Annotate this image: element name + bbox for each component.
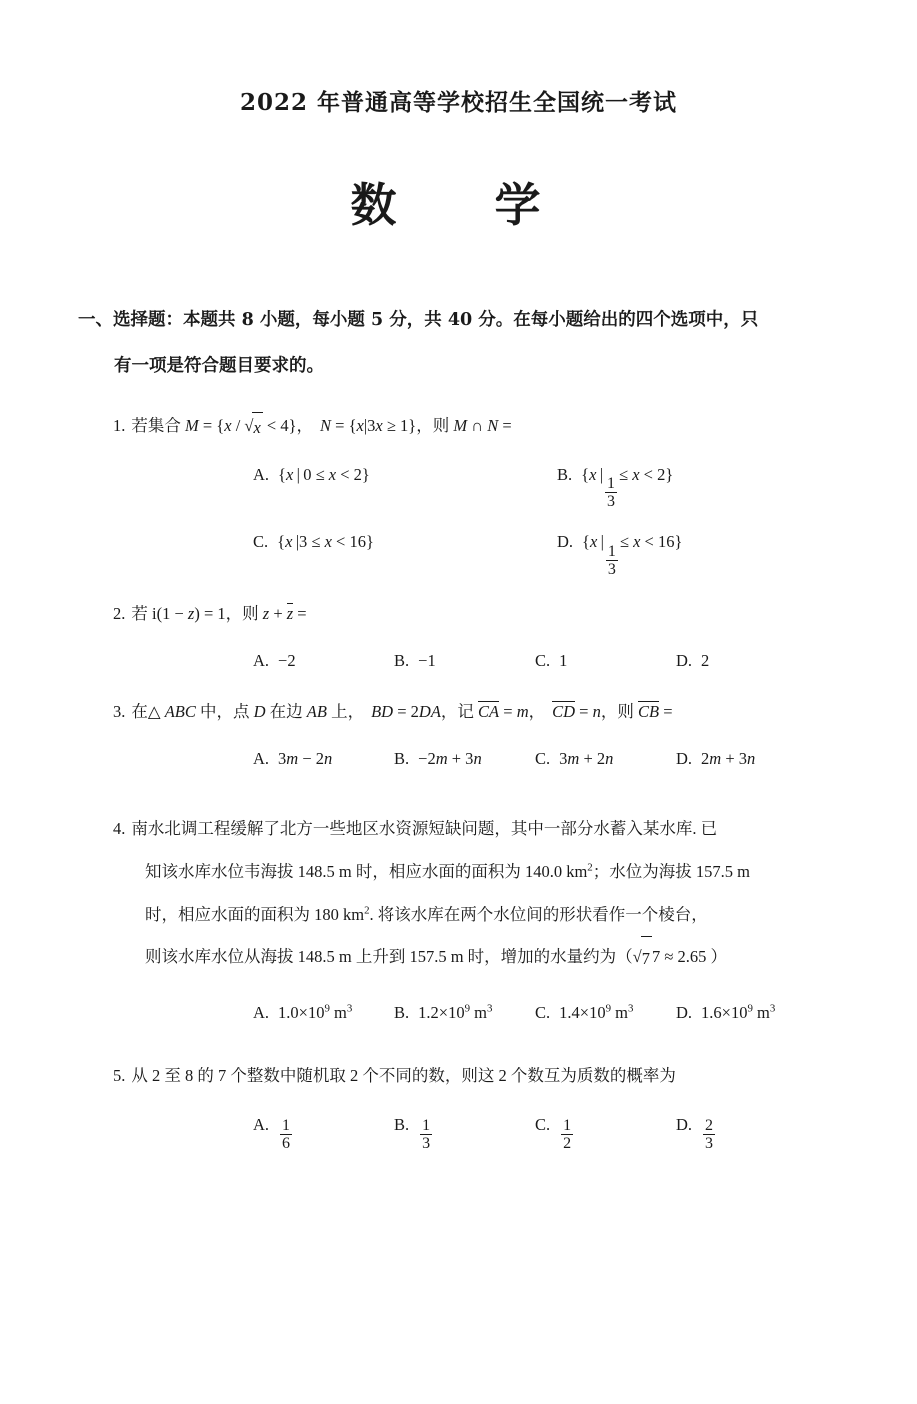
option-4-B-label: B. xyxy=(394,1003,410,1023)
question-4-stem-line-3 xyxy=(113,894,857,937)
option-2-C-value: 1 xyxy=(559,651,568,671)
option-3-B[interactable] xyxy=(394,745,535,774)
option-3-C-label: C. xyxy=(535,748,551,768)
option-1-A-value: {x | 0 ≤ x < 2} xyxy=(278,464,370,484)
option-3-B-value: −2m + 3n xyxy=(418,748,482,768)
option-1-D-value: {x | $\frac{1}{3}$ ≤ x < 16} xyxy=(582,532,683,579)
option-4-A[interactable] xyxy=(253,999,394,1028)
question-2 xyxy=(0,600,917,676)
option-2-B-value: −1 xyxy=(418,651,436,671)
option-5-B[interactable] xyxy=(394,1111,535,1153)
option-3-B-label: B. xyxy=(394,748,410,768)
section-heading-line1: 一、选择题：本题共 8 小题，每小题 5 分，共 40 分。在每小题给出的四个选项中，只 xyxy=(78,310,759,330)
option-4-B-exponent: 9 xyxy=(464,1002,471,1015)
option-1-C-label: C. xyxy=(253,532,269,552)
question-4-stem-line-1 xyxy=(113,808,857,851)
q3-expression: 在△ ABC 中，点 D 在边 AB 上， BD = 2DA，记 CA = m， CD = n，则 CB = xyxy=(131,702,673,722)
option-2-D-label: D. xyxy=(676,651,693,671)
option-4-C-label: C. xyxy=(535,1003,551,1023)
exam-title: 2022 年普通高等学校招生全国统一考试 xyxy=(239,89,678,116)
option-2-A-value: −2 xyxy=(278,651,296,671)
option-4-D[interactable] xyxy=(676,999,817,1028)
q1-text-b: = { xyxy=(198,415,225,435)
question-1 xyxy=(0,412,917,579)
q4-line3-text-b: . 将该水库在两个水位间的形状看作一个棱台， xyxy=(369,904,708,924)
question-2-number: 2. xyxy=(113,604,126,624)
option-4-C-mantissa: 1.4×10 xyxy=(559,1003,606,1023)
subject-title: 数 学 xyxy=(350,178,567,232)
option-4-A-label: A. xyxy=(253,1003,270,1023)
option-4-D-label: D. xyxy=(676,1003,693,1023)
option-1-C-value: {x |3 ≤ x < 16} xyxy=(277,532,374,552)
question-5 xyxy=(0,1062,917,1152)
option-2-B[interactable] xyxy=(394,647,535,676)
option-5-C-denominator: 2 xyxy=(563,1135,572,1153)
q1-text-g: ≥ 1}，则 xyxy=(382,415,454,435)
option-5-B-fraction xyxy=(420,1117,432,1153)
option-5-D-label: D. xyxy=(676,1115,693,1135)
option-3-A-label: A. xyxy=(253,748,270,768)
question-2-stem xyxy=(113,600,857,629)
option-1-A[interactable] xyxy=(253,461,535,511)
question-5-stem xyxy=(113,1062,857,1091)
option-4-A-unit: m xyxy=(334,1003,347,1023)
sqrt-icon xyxy=(244,412,262,443)
q1-text-e: = { xyxy=(331,415,357,435)
question-3-number: 3. xyxy=(113,702,126,722)
question-4 xyxy=(0,808,917,1028)
q1-text-d: < 4}， xyxy=(262,415,314,435)
option-5-C-fraction xyxy=(561,1117,573,1153)
q4-line2-text-a: 知该水库水位韦海拔 148.5 m 时，相应水面的面积为 140.0 km xyxy=(145,861,588,881)
q1-var-N: N xyxy=(320,415,332,435)
q1-var-x1: x xyxy=(224,415,232,435)
exam-paper-page xyxy=(0,84,917,1404)
q4-line4-text-b: 7 ≈ 2.65 ） xyxy=(651,947,728,967)
question-1-options-row-2 xyxy=(113,528,857,578)
option-4-D-mantissa: 1.6×10 xyxy=(701,1003,748,1023)
option-5-A-denominator: 6 xyxy=(282,1135,291,1153)
option-4-B-unit-exponent: 3 xyxy=(486,1002,493,1015)
option-5-D-denominator: 3 xyxy=(705,1135,714,1153)
q1-var-N2: N xyxy=(487,415,499,435)
option-5-C[interactable] xyxy=(535,1111,676,1153)
q1-var-M: M xyxy=(185,415,199,435)
question-3-options xyxy=(113,745,857,774)
option-5-C-numerator: 1 xyxy=(563,1117,572,1135)
option-3-D-value: 2m + 3n xyxy=(701,748,756,768)
option-4-C[interactable] xyxy=(535,999,676,1028)
question-1-options-row-1 xyxy=(113,461,857,511)
option-1-D[interactable] xyxy=(535,528,817,578)
option-5-B-label: B. xyxy=(394,1115,410,1135)
q1-radicand-x: x xyxy=(252,412,262,443)
option-4-B-value xyxy=(418,999,492,1028)
option-1-C[interactable] xyxy=(253,528,535,578)
q4-radicand-7: 7 xyxy=(641,936,652,981)
option-1-B-value: {x | $\frac{1}{3}$ ≤ x < 2} xyxy=(581,464,674,511)
option-5-A-numerator: 1 xyxy=(282,1117,291,1135)
option-4-B[interactable] xyxy=(394,999,535,1028)
option-4-C-value xyxy=(559,999,633,1028)
option-2-D-value: 2 xyxy=(701,651,710,671)
option-4-A-exponent: 9 xyxy=(324,1002,330,1015)
option-3-A[interactable] xyxy=(253,745,394,774)
q1-text-c: / xyxy=(231,415,245,435)
q1-text-h: = xyxy=(498,415,512,435)
question-4-number: 4. xyxy=(113,818,126,838)
q4-line3-text-a: 时，相应水面的面积为 180 km xyxy=(145,904,365,924)
option-5-D[interactable] xyxy=(676,1111,817,1153)
option-4-C-unit-exponent: 3 xyxy=(627,1002,634,1015)
option-3-D[interactable] xyxy=(676,745,817,774)
option-4-D-value xyxy=(701,999,775,1028)
question-4-stem-line-4 xyxy=(113,936,857,981)
option-3-D-label: D. xyxy=(676,748,693,768)
option-4-A-mantissa: 1.0×10 xyxy=(278,1003,325,1023)
option-5-D-numerator: 2 xyxy=(705,1117,714,1135)
option-2-D[interactable] xyxy=(676,647,817,676)
q1-text-a: 若集合 xyxy=(131,415,185,435)
option-4-B-unit: m xyxy=(474,1003,487,1023)
radical-sign: √ xyxy=(632,947,642,967)
q4-km-squared-2: 2 xyxy=(364,904,370,917)
question-1-number: 1. xyxy=(113,415,126,435)
option-2-A-label: A. xyxy=(253,651,270,671)
option-2-C[interactable] xyxy=(535,647,676,676)
section-heading-line2: 有一项是符合题目要求的。 xyxy=(114,356,324,377)
q4-km-squared-1: 2 xyxy=(587,861,593,874)
option-5-D-fraction xyxy=(703,1117,715,1153)
option-4-D-exponent: 9 xyxy=(747,1002,753,1015)
question-4-options xyxy=(113,999,857,1028)
q1-var-M2: M xyxy=(453,415,468,435)
sqrt-icon xyxy=(633,936,652,981)
option-3-A-value: 3m − 2n xyxy=(278,748,333,768)
option-4-A-unit-exponent: 3 xyxy=(346,1002,353,1015)
option-2-A[interactable] xyxy=(253,647,394,676)
option-4-B-mantissa: 1.2×10 xyxy=(418,1003,465,1023)
option-5-B-numerator: 1 xyxy=(422,1117,431,1135)
q4-line2-text-b: ；水位为海拔 157.5 m xyxy=(592,861,750,881)
option-5-A-fraction xyxy=(280,1117,292,1153)
option-5-C-label: C. xyxy=(535,1115,551,1135)
question-5-options xyxy=(113,1111,857,1153)
question-3-stem xyxy=(113,698,857,727)
option-1-D-label: D. xyxy=(557,532,574,552)
option-5-A-label: A. xyxy=(253,1115,270,1135)
question-5-number: 5. xyxy=(113,1066,126,1086)
q4-line1-text: 南水北调工程缓解了北方一些地区水资源短缺问题，其中一部分水蓄入某水库. 已 xyxy=(131,818,718,838)
q1-var-x3: x xyxy=(375,415,383,435)
option-3-C-value: 3m + 2n xyxy=(559,748,614,768)
question-2-options xyxy=(113,647,857,676)
option-4-C-exponent: 9 xyxy=(605,1002,612,1015)
option-2-B-label: B. xyxy=(394,651,410,671)
q5-text: 从 2 至 8 的 7 个整数中随机取 2 个不同的数，则这 2 个数互为质数的概率为 xyxy=(131,1066,676,1086)
option-4-D-unit: m xyxy=(757,1003,770,1023)
option-1-B-label: B. xyxy=(557,464,573,484)
question-1-stem xyxy=(113,412,857,443)
question-3 xyxy=(0,698,917,774)
option-4-D-unit-exponent: 3 xyxy=(769,1002,776,1015)
option-5-A[interactable] xyxy=(253,1111,394,1153)
q1-intersect: ∩ xyxy=(467,415,488,435)
option-1-A-label: A. xyxy=(253,464,270,484)
option-2-C-label: C. xyxy=(535,651,551,671)
option-1-B[interactable] xyxy=(535,461,817,511)
option-5-B-denominator: 3 xyxy=(422,1135,431,1153)
option-4-C-unit: m xyxy=(615,1003,628,1023)
section-heading xyxy=(0,297,917,390)
q1-var-x2: x xyxy=(356,415,364,435)
q4-line4-text-a: 则该水库水位从海拔 148.5 m 上升到 157.5 m 时，增加的水量约为（ xyxy=(145,947,633,967)
q2-expression: 若 i(1 − z) = 1，则 z + z = xyxy=(131,604,307,624)
option-3-C[interactable] xyxy=(535,745,676,774)
q1-text-f: |3 xyxy=(363,415,376,435)
radical-sign: √ xyxy=(244,415,254,435)
option-4-A-value xyxy=(278,999,352,1028)
question-4-stem-line-2 xyxy=(113,851,857,894)
